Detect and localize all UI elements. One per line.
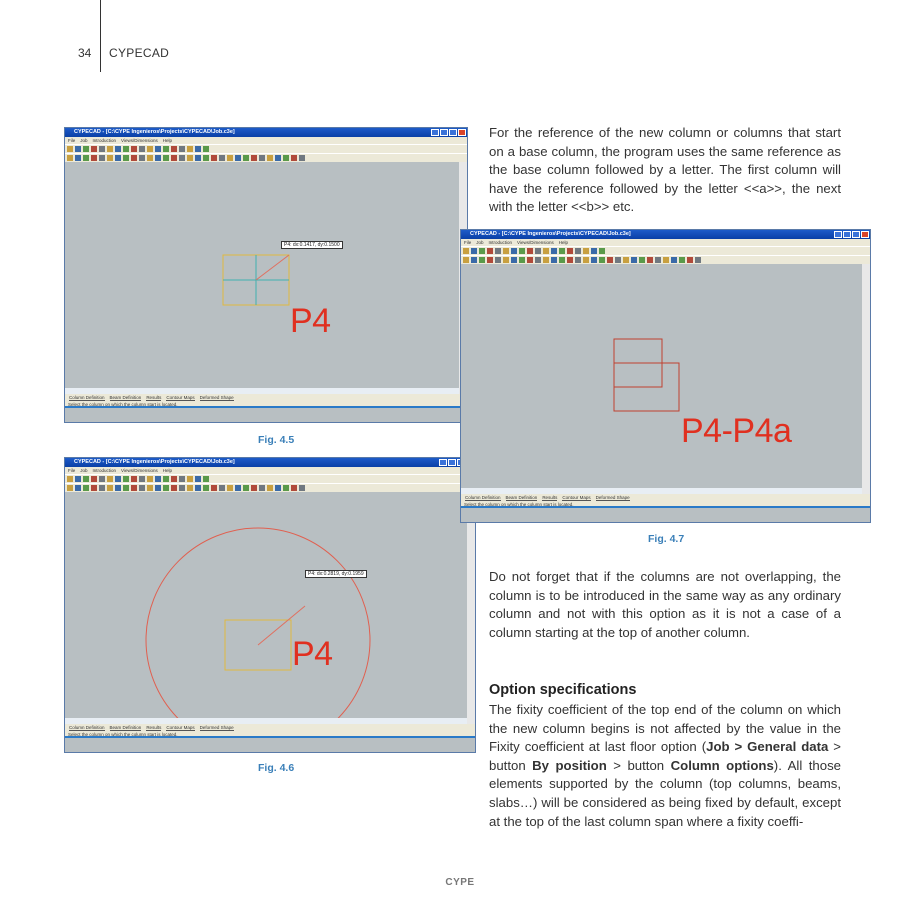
header-divider xyxy=(100,0,101,72)
status-bar: Select the column on which the column start is located. xyxy=(461,501,870,508)
text: ). All those elements supported by the column (top columns, beams, slabs…) will be considered as being fixed by default, except at the top of the last column span where a fixity coeffi- xyxy=(489,757,842,829)
window-title: CYPECAD - [C:\CYPE Ingenieros\Projects\CYPECAD\Job.c3e] xyxy=(74,459,235,465)
toolbar-icon[interactable] xyxy=(471,248,477,254)
tab[interactable]: Deformed Shape xyxy=(199,395,234,400)
toolbar-icon[interactable] xyxy=(163,476,169,482)
page-number: 34 xyxy=(78,46,92,60)
toolbar-icon[interactable] xyxy=(275,485,281,491)
toolbar-icon[interactable] xyxy=(259,155,265,161)
toolbar-icon[interactable] xyxy=(227,485,233,491)
tab[interactable]: Results xyxy=(146,725,162,730)
toolbar-icon[interactable] xyxy=(623,257,629,263)
snap-circle xyxy=(146,528,370,718)
toolbar-icon[interactable] xyxy=(283,155,289,161)
window-buttons xyxy=(431,129,466,136)
toolbar-icon[interactable] xyxy=(511,257,517,263)
column-label: P4-P4a xyxy=(681,412,792,450)
toolbar-icon[interactable] xyxy=(115,155,121,161)
toolbar xyxy=(65,483,475,492)
toolbar-icon[interactable] xyxy=(187,476,193,482)
menu-item[interactable]: Help xyxy=(558,240,568,245)
toolbar-icon[interactable] xyxy=(479,248,485,254)
section-heading: Option specifications xyxy=(489,682,637,698)
toolbar-icon[interactable] xyxy=(147,155,153,161)
toolbar-icon[interactable] xyxy=(575,248,581,254)
toolbar-icon[interactable] xyxy=(139,485,145,491)
toolbar-icon[interactable] xyxy=(535,257,541,263)
toolbar-icon[interactable] xyxy=(567,257,573,263)
toolbar-icon[interactable] xyxy=(283,485,289,491)
toolbar-icon[interactable] xyxy=(139,155,145,161)
toolbar-icon[interactable] xyxy=(519,248,525,254)
menu-item[interactable]: Introduction xyxy=(488,240,513,245)
screenshot-fig-4-5 xyxy=(64,127,468,423)
drawing xyxy=(65,162,459,388)
toolbar-icon[interactable] xyxy=(663,257,669,263)
toolbar-icon[interactable] xyxy=(219,155,225,161)
toolbar-icon[interactable] xyxy=(115,485,121,491)
toolbar-icon[interactable] xyxy=(131,485,137,491)
toolbar-icon[interactable] xyxy=(115,476,121,482)
toolbar-icon[interactable] xyxy=(67,155,73,161)
toolbar-icon[interactable] xyxy=(155,476,161,482)
menu-item[interactable]: Introduction xyxy=(92,138,117,143)
toolbar-icon[interactable] xyxy=(115,146,121,152)
toolbar-icon[interactable] xyxy=(187,146,193,152)
toolbar xyxy=(65,153,467,162)
toolbar-icon[interactable] xyxy=(107,476,113,482)
vertical-scrollbar[interactable] xyxy=(862,264,870,494)
caption-fig-4-5: Fig. 4.5 xyxy=(258,434,295,446)
toolbar-icon[interactable] xyxy=(495,257,501,263)
toolbar-icon[interactable] xyxy=(299,485,305,491)
button-name: By position xyxy=(532,757,607,773)
tab[interactable]: Deformed Shape xyxy=(595,495,630,500)
toolbar-icon[interactable] xyxy=(195,485,201,491)
tab[interactable]: Beam Definition xyxy=(109,395,142,400)
menu-item[interactable]: Help xyxy=(162,138,172,143)
toolbar-icon[interactable] xyxy=(131,476,137,482)
tab[interactable]: Column Definition xyxy=(69,395,105,400)
window-buttons xyxy=(834,231,869,238)
toolbar-icon[interactable] xyxy=(91,485,97,491)
help-button[interactable] xyxy=(431,129,439,136)
tab[interactable]: Column Definition xyxy=(465,495,501,500)
caption-fig-4-7: Fig. 4.7 xyxy=(648,533,685,545)
menu-item[interactable]: Job xyxy=(80,468,88,473)
toolbar-icon[interactable] xyxy=(163,485,169,491)
toolbar-icon[interactable] xyxy=(291,155,297,161)
menu-item[interactable]: Job xyxy=(476,240,484,245)
minimize-button[interactable] xyxy=(448,459,456,466)
toolbar-icon[interactable] xyxy=(203,485,209,491)
toolbar-icon[interactable] xyxy=(179,155,185,161)
toolbar-icon[interactable] xyxy=(235,155,241,161)
toolbar-icon[interactable] xyxy=(187,485,193,491)
title-bar xyxy=(65,458,475,467)
tab[interactable]: Beam Definition xyxy=(505,495,538,500)
toolbar-icon[interactable] xyxy=(591,257,597,263)
toolbar-icon[interactable] xyxy=(211,485,217,491)
toolbar-icon[interactable] xyxy=(211,155,217,161)
menu-item[interactable]: File xyxy=(68,138,76,143)
toolbar-icon[interactable] xyxy=(463,248,469,254)
toolbar-icon[interactable] xyxy=(599,248,605,254)
menu-item[interactable]: Views/Dimensions xyxy=(517,240,554,245)
toolbar-icon[interactable] xyxy=(463,257,469,263)
sheet-tabs xyxy=(65,724,475,731)
toolbar-icon[interactable] xyxy=(527,248,533,254)
toolbar-icon[interactable] xyxy=(599,257,605,263)
toolbar-icon[interactable] xyxy=(275,155,281,161)
toolbar-icon[interactable] xyxy=(171,155,177,161)
toolbar-icon[interactable] xyxy=(227,155,233,161)
toolbar-icon[interactable] xyxy=(511,248,517,254)
toolbar-icon[interactable] xyxy=(591,248,597,254)
status-bar: Select the column on which the column start is located. xyxy=(65,401,467,408)
toolbar-icon[interactable] xyxy=(291,485,297,491)
toolbar-icon[interactable] xyxy=(631,257,637,263)
toolbar-icon[interactable] xyxy=(503,248,509,254)
text: > button xyxy=(489,739,841,773)
toolbar-icon[interactable] xyxy=(187,155,193,161)
toolbar xyxy=(461,246,870,255)
toolbar-icon[interactable] xyxy=(583,257,589,263)
toolbar-icon[interactable] xyxy=(107,146,113,152)
toolbar-icon[interactable] xyxy=(235,485,241,491)
paragraph-overlap: Do not forget that if the columns are not overlapping, the column is to be introduced in the same way as any ordinary column and not with this option as it is not a case of a column starting at the top of another column. xyxy=(489,569,841,640)
toolbar-icon[interactable] xyxy=(123,155,129,161)
toolbar-icon[interactable] xyxy=(83,485,89,491)
toolbar-icon[interactable] xyxy=(607,257,613,263)
minimize-button[interactable] xyxy=(440,129,448,136)
toolbar-icon[interactable] xyxy=(299,155,305,161)
toolbar-icon[interactable] xyxy=(259,485,265,491)
toolbar-icon[interactable] xyxy=(99,485,105,491)
button-name: Column options xyxy=(670,757,774,773)
maximize-button[interactable] xyxy=(852,231,860,238)
toolbar-icon[interactable] xyxy=(479,257,485,263)
toolbar-icon[interactable] xyxy=(171,485,177,491)
toolbar xyxy=(65,144,467,153)
toolbar-icon[interactable] xyxy=(567,248,573,254)
tab[interactable]: Beam Definition xyxy=(109,725,142,730)
toolbar-icon[interactable] xyxy=(123,485,129,491)
toolbar-icon[interactable] xyxy=(99,146,105,152)
toolbar-icon[interactable] xyxy=(687,257,693,263)
toolbar-icon[interactable] xyxy=(139,476,145,482)
toolbar-icon[interactable] xyxy=(75,146,81,152)
toolbar-icon[interactable] xyxy=(163,146,169,152)
toolbar-icon[interactable] xyxy=(171,146,177,152)
toolbar-icon[interactable] xyxy=(155,485,161,491)
toolbar-icon[interactable] xyxy=(195,476,201,482)
coordinate-tooltip: P4: dx:0.1417, dy:0.1500 xyxy=(281,241,343,249)
coordinate-tooltip: P4: dx:0.2819, dy:0.1959 xyxy=(305,570,367,578)
toolbar-icon[interactable] xyxy=(527,257,533,263)
toolbar-icon[interactable] xyxy=(83,476,89,482)
toolbar-icon[interactable] xyxy=(67,146,73,152)
toolbar-icon[interactable] xyxy=(551,248,557,254)
vertical-scrollbar[interactable] xyxy=(467,492,475,724)
paragraph-specifications xyxy=(489,701,841,831)
footer-brand: CYPE xyxy=(445,877,475,888)
running-title: CYPECAD xyxy=(109,46,170,60)
title-bar xyxy=(461,230,870,239)
toolbar-icon[interactable] xyxy=(91,155,97,161)
toolbar-icon[interactable] xyxy=(219,485,225,491)
toolbar-icon[interactable] xyxy=(155,146,161,152)
drawing xyxy=(461,264,862,488)
tab[interactable]: Column Definition xyxy=(69,725,105,730)
toolbar-icon[interactable] xyxy=(203,146,209,152)
menu-path: Job > General data xyxy=(706,739,829,755)
menu-bar xyxy=(65,467,475,474)
toolbar-icon[interactable] xyxy=(179,476,185,482)
toolbar-icon[interactable] xyxy=(83,146,89,152)
toolbar xyxy=(461,255,870,264)
toolbar-icon[interactable] xyxy=(495,248,501,254)
toolbar-icon[interactable] xyxy=(671,257,677,263)
menu-item[interactable]: File xyxy=(464,240,472,245)
tab[interactable]: Contour Maps xyxy=(562,495,591,500)
toolbar-icon[interactable] xyxy=(75,485,81,491)
help-button[interactable] xyxy=(834,231,842,238)
toolbar-icon[interactable] xyxy=(195,155,201,161)
tab[interactable]: Contour Maps xyxy=(166,395,195,400)
toolbar-icon[interactable] xyxy=(75,476,81,482)
menu-item[interactable]: Views/Dimensions xyxy=(121,138,158,143)
toolbar-icon[interactable] xyxy=(535,248,541,254)
toolbar-icon[interactable] xyxy=(147,476,153,482)
tab[interactable]: Results xyxy=(542,495,558,500)
toolbar-icon[interactable] xyxy=(91,476,97,482)
toolbar-icon[interactable] xyxy=(251,485,257,491)
toolbar-icon[interactable] xyxy=(503,257,509,263)
title-bar xyxy=(65,128,467,137)
toolbar-icon[interactable] xyxy=(267,485,273,491)
status-bar: Select the column on which the column start is located. xyxy=(65,731,475,738)
toolbar-icon[interactable] xyxy=(75,155,81,161)
toolbar-icon[interactable] xyxy=(615,257,621,263)
toolbar xyxy=(65,474,475,483)
toolbar-icon[interactable] xyxy=(559,248,565,254)
toolbar-icon[interactable] xyxy=(487,257,493,263)
tab[interactable]: Results xyxy=(146,395,162,400)
toolbar-icon[interactable] xyxy=(267,155,273,161)
toolbar-icon[interactable] xyxy=(99,476,105,482)
caption-fig-4-6: Fig. 4.6 xyxy=(258,762,295,774)
toolbar-icon[interactable] xyxy=(139,146,145,152)
toolbar-icon[interactable] xyxy=(163,155,169,161)
toolbar-icon[interactable] xyxy=(543,257,549,263)
help-button[interactable] xyxy=(439,459,447,466)
text: The fixity coefficient of the top end of the column on which the new column begins is not affected by the value in the Fixity coefficient at last floor option ( xyxy=(489,702,841,755)
tab[interactable]: Deformed Shape xyxy=(199,725,234,730)
menu-bar xyxy=(65,137,467,144)
toolbar-icon[interactable] xyxy=(543,248,549,254)
drawing xyxy=(65,492,467,718)
menu-item[interactable]: Views/Dimensions xyxy=(121,468,158,473)
toolbar-icon[interactable] xyxy=(203,155,209,161)
toolbar-icon[interactable] xyxy=(91,146,97,152)
screenshot-fig-4-6 xyxy=(64,457,476,753)
drawing-canvas[interactable] xyxy=(65,492,467,718)
menu-item[interactable]: Introduction xyxy=(92,468,117,473)
toolbar-icon[interactable] xyxy=(551,257,557,263)
offset-line xyxy=(256,255,289,280)
toolbar-icon[interactable] xyxy=(123,146,129,152)
toolbar-icon[interactable] xyxy=(519,257,525,263)
toolbar-icon[interactable] xyxy=(471,257,477,263)
window-title: CYPECAD - [C:\CYPE Ingenieros\Projects\CYPECAD\Job.c3e] xyxy=(470,231,631,237)
toolbar-icon[interactable] xyxy=(583,248,589,254)
minimize-button[interactable] xyxy=(843,231,851,238)
toolbar-icon[interactable] xyxy=(251,155,257,161)
tab[interactable]: Contour Maps xyxy=(166,725,195,730)
toolbar-icon[interactable] xyxy=(67,485,73,491)
drawing-canvas[interactable] xyxy=(461,264,862,488)
text: > button xyxy=(606,757,671,773)
toolbar-icon[interactable] xyxy=(655,257,661,263)
toolbar-icon[interactable] xyxy=(83,155,89,161)
toolbar-icon[interactable] xyxy=(131,155,137,161)
toolbar-icon[interactable] xyxy=(107,485,113,491)
menu-item[interactable]: File xyxy=(68,468,76,473)
toolbar-icon[interactable] xyxy=(107,155,113,161)
close-button[interactable] xyxy=(458,129,466,136)
toolbar-icon[interactable] xyxy=(575,257,581,263)
maximize-button[interactable] xyxy=(449,129,457,136)
toolbar-icon[interactable] xyxy=(203,476,209,482)
window-title: CYPECAD - [C:\CYPE Ingenieros\Projects\CYPECAD\Job.c3e] xyxy=(74,129,235,135)
toolbar-icon[interactable] xyxy=(131,146,137,152)
toolbar-icon[interactable] xyxy=(695,257,701,263)
toolbar-icon[interactable] xyxy=(243,155,249,161)
menu-item[interactable]: Job xyxy=(80,138,88,143)
sheet-tabs xyxy=(461,494,870,501)
toolbar-icon[interactable] xyxy=(179,485,185,491)
close-button[interactable] xyxy=(861,231,869,238)
toolbar-icon[interactable] xyxy=(647,257,653,263)
toolbar-icon[interactable] xyxy=(639,257,645,263)
sheet-tabs xyxy=(65,394,467,401)
toolbar-icon[interactable] xyxy=(679,257,685,263)
toolbar-icon[interactable] xyxy=(179,146,185,152)
toolbar-icon[interactable] xyxy=(67,476,73,482)
toolbar-icon[interactable] xyxy=(171,476,177,482)
toolbar-icon[interactable] xyxy=(155,155,161,161)
toolbar-icon[interactable] xyxy=(147,485,153,491)
toolbar-icon[interactable] xyxy=(195,146,201,152)
menu-item[interactable]: Help xyxy=(162,468,172,473)
toolbar-icon[interactable] xyxy=(559,257,565,263)
paragraph-reference: For the reference of the new column or columns that start on a base column, the program uses the same reference as the base column followed by a letter. The first column will have the reference followed by the letter <<a>>, the next with the letter <<b>> etc. xyxy=(489,125,841,215)
drawing-canvas[interactable] xyxy=(65,162,459,388)
toolbar-icon[interactable] xyxy=(123,476,129,482)
column-label: P4 xyxy=(292,635,333,673)
toolbar-icon[interactable] xyxy=(99,155,105,161)
toolbar-icon[interactable] xyxy=(487,248,493,254)
toolbar-icon[interactable] xyxy=(147,146,153,152)
column-label: P4 xyxy=(290,302,331,340)
menu-bar xyxy=(461,239,870,246)
toolbar-icon[interactable] xyxy=(243,485,249,491)
screenshot-fig-4-7 xyxy=(460,229,871,523)
